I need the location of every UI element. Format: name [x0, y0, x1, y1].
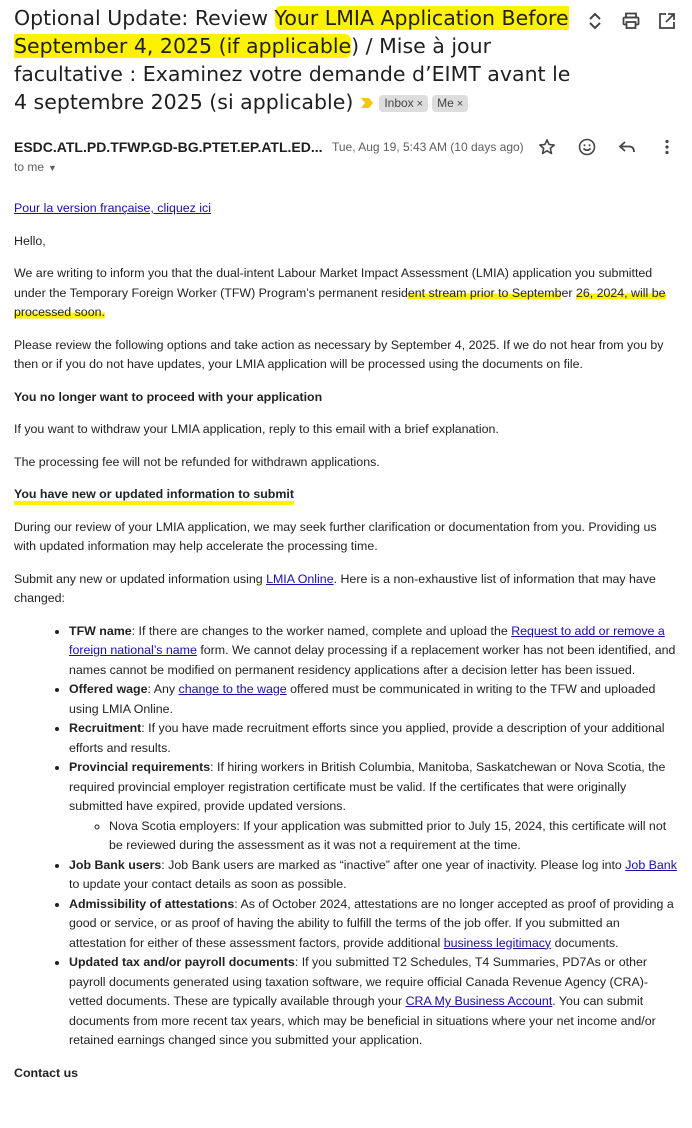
subject-highlight: Your LMIA Application Before September 4, 2025 (if applicable — [14, 6, 569, 58]
request-form-link[interactable]: Request to add or remove a foreign national’s name — [69, 623, 665, 657]
remove-label-icon[interactable]: × — [456, 97, 464, 110]
intro-paragraph: We are writing to inform you that the dual-intent Labour Market Impact Assessment (LMIA) application you submitted under the Temporary Foreign Worker (TFW) Program’s permanent resident stream prior to September 26, 2024, will be processed soon. — [14, 266, 666, 319]
emoji-icon[interactable] — [576, 136, 598, 158]
refund-paragraph: The processing fee will not be refunded for withdrawn applications. — [14, 454, 380, 469]
subject-part-1: Optional Update: Review — [14, 6, 275, 30]
review-paragraph: Please review the following options and take action as necessary by September 4, 2025. If we do not hear from you by then or if you do not have updates, your LMIA application will be processed using the documents on file. — [14, 337, 664, 371]
subject-part-3: ) / Mise à jour facultative : Examinez votre demande d’EIMT avant le 4 septembre 2025 (si applicable) — [14, 34, 571, 114]
greeting: Hello, — [14, 233, 46, 248]
chevron-down-icon: ▼ — [48, 163, 57, 173]
changes-list — [14, 622, 678, 1051]
list-item: • Job Bank users: Job Bank users are marked as “inactive” after one year of inactivity. Please log into Job Bank to update your contact details as soon as possible. — [69, 856, 678, 895]
remove-label-icon[interactable]: × — [416, 97, 424, 110]
message-body — [14, 199, 678, 1096]
list-item: • TFW name: If there are changes to the worker named, complete and upload the Request to add or remove a foreign national’s name form. We cannot delay processing if a replacement worker has not been identified, and names cannot be modified on permanent residency applications after a decision letter has been issued. — [69, 622, 678, 681]
lmia-online-link[interactable]: LMIA Online — [266, 571, 334, 586]
job-bank-link[interactable]: Job Bank — [625, 857, 677, 872]
section-heading-withdraw: You no longer want to proceed with your application — [14, 389, 323, 404]
list-item: • Provincial requirements: If hiring workers in British Columbia, Manitoba, Saskatchewan or Nova Scotia, the required provincial employer registration certificate must be valid. If the certificates that were originally submitted have expired, provide updated versions. ◦ Nova Scotia employers: If your application was submitted prior to July 15, 2024, this certificate will not be reviewed during the assessment as it was not a requirement at the time. — [69, 758, 678, 856]
withdraw-paragraph: If you want to withdraw your LMIA application, reply to this email with a brief explanation. — [14, 422, 499, 436]
submit-paragraph: Submit any new or updated information using LMIA Online. Here is a non-exhaustive list of information that may have changed: — [14, 571, 656, 605]
sender-name[interactable]: ESDC.ATL.PD.TFWP.GD-BG.PTET.EP.ATL.ED... — [14, 139, 323, 155]
label-chip-inbox[interactable]: Inbox × — [379, 95, 428, 112]
open-in-new-icon[interactable] — [656, 10, 678, 32]
wage-change-link[interactable]: change to the wage — [178, 682, 287, 696]
business-legitimacy-link[interactable]: business legitimacy — [443, 935, 552, 950]
french-version-link[interactable]: Pour la version française, cliquez ici — [14, 201, 211, 215]
star-icon[interactable] — [536, 136, 558, 158]
thread-toolbar — [584, 10, 678, 32]
message-header — [14, 138, 678, 160]
message-date: Tue, Aug 19, 5:43 AM (10 days ago) — [332, 140, 524, 154]
list-item: • Updated tax and/or payroll documents: If you submitted T2 Schedules, T4 Summaries, PD7As or other payroll documents generated using taxation software, we require official Canada Revenue Agency (CRA)-vetted documents. These are typically available through your CRA My Business Account. You can submit documents from more recent tax years, which may be beneficial in situations where your net income and/or retained earnings changed since you submitted your application. — [69, 953, 678, 1051]
label-chip-me[interactable]: Me × — [432, 95, 468, 112]
cra-business-account-link[interactable]: CRA My Business Account — [405, 994, 553, 1008]
more-vert-icon[interactable] — [656, 136, 678, 158]
highlight-mark: 26, 2024, will be processed soon. — [14, 285, 666, 319]
list-item: • Recruitment: If you have made recruitment efforts since you applied, provide a description of your additional efforts and results. — [69, 719, 678, 758]
print-icon[interactable] — [620, 10, 642, 32]
highlight-mark: ent stream prior to Septemb — [407, 285, 562, 300]
list-item: • Admissibility of attestations: As of October 2024, attestations are no longer accepted as proof of providing a good or service, or as proof of having the ability to fulfill the terms of the job offer. If you submitted an attestation for either of these assessment factors, provide additional business legitimacy documents. — [69, 895, 678, 954]
list-item: • Offered wage: Any change to the wage offered must be communicated in writing to the TFW and uploaded using LMIA Online. — [69, 680, 678, 719]
importance-marker-icon[interactable] — [361, 98, 373, 108]
contact-heading: Contact us — [14, 1065, 79, 1080]
review-clarification-paragraph: During our review of your LMIA application, we may seek further clarification or documentation from you. Providing us with updated information may help accelerate the processing time. — [14, 519, 657, 553]
sub-list-item: ◦ Nova Scotia employers: If your application was submitted prior to July 15, 2024, this certificate will not be reviewed during the assessment as it was not a requirement at the time. — [109, 817, 678, 856]
unfold-icon[interactable] — [584, 10, 606, 32]
recipients-toggle[interactable]: to me ▼ — [14, 160, 57, 174]
email-subject — [14, 4, 574, 116]
section-heading-update: You have new or updated information to submit — [14, 485, 678, 505]
reply-icon[interactable] — [616, 136, 638, 158]
